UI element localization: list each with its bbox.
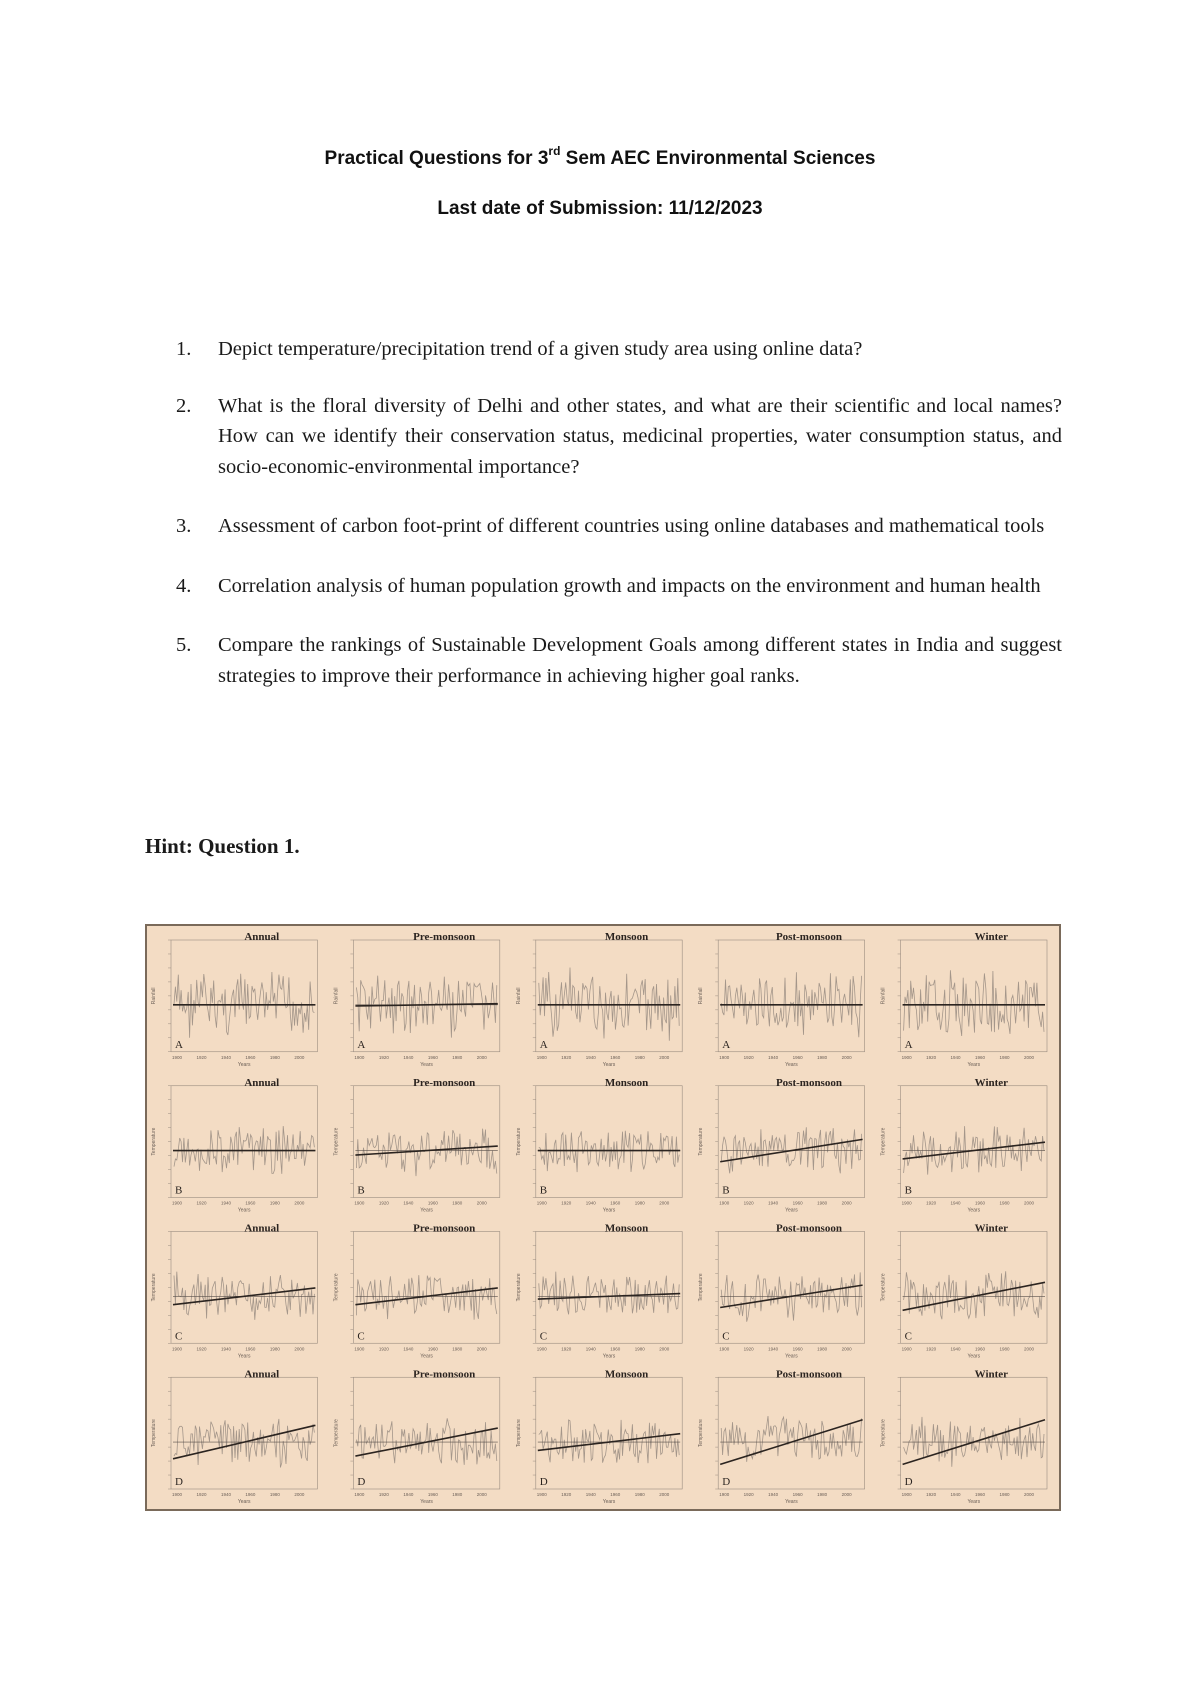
x-tick-label: 1960: [427, 1054, 438, 1060]
x-axis-label: Years: [602, 1353, 616, 1360]
x-tick-label: 1920: [926, 1200, 937, 1206]
x-axis-label: Years: [785, 1207, 798, 1214]
x-tick-label: 1960: [610, 1346, 621, 1352]
panel-season-label: Monsoon: [604, 931, 649, 943]
y-axis-label: Temperature: [333, 1273, 340, 1302]
y-axis-label: Temperature: [151, 1127, 157, 1156]
x-tick-label: 1960: [792, 1054, 803, 1060]
x-tick-label: 1920: [743, 1200, 754, 1206]
x-tick-label: 1900: [354, 1346, 365, 1352]
data-series: [174, 1419, 314, 1468]
x-tick-label: 1960: [245, 1200, 256, 1206]
x-tick-label: 1900: [354, 1054, 365, 1060]
x-axis-label: Years: [420, 1499, 433, 1505]
x-tick-label: 1980: [817, 1200, 828, 1206]
document-title: Practical Questions for 3rd Sem AEC Environmental Sciences: [324, 143, 876, 169]
panel-season-label: Post-monsoon: [775, 1076, 842, 1089]
y-axis-label: Temperature: [333, 1419, 340, 1448]
x-tick-label: 1900: [719, 1054, 730, 1060]
x-tick-label: 1960: [427, 1492, 438, 1497]
x-tick-label: 2000: [476, 1054, 487, 1060]
x-tick-label: 2000: [841, 1492, 852, 1497]
x-axis-label: Years: [602, 1499, 616, 1505]
panel-frame: [353, 940, 499, 1052]
x-tick-label: 2000: [294, 1200, 305, 1206]
x-tick-label: 1920: [378, 1200, 389, 1206]
x-tick-label: 1900: [171, 1492, 183, 1497]
y-axis-label: Temperature: [151, 1419, 157, 1448]
x-tick-label: 1900: [536, 1492, 547, 1497]
x-tick-label: 1960: [610, 1492, 621, 1497]
panel-season-label: Annual: [244, 931, 280, 943]
panel-season-label: Post-monsoon: [775, 931, 842, 943]
y-axis-label: Temperature: [515, 1273, 522, 1302]
panel-row-letter: C: [904, 1330, 912, 1343]
y-axis-label: Temperature: [151, 1273, 157, 1302]
x-tick-label: 1960: [975, 1492, 986, 1497]
y-axis-label: Temperature: [515, 1127, 522, 1156]
panel-season-label: Annual: [244, 1368, 280, 1381]
data-series: [721, 1416, 861, 1462]
x-axis-label: Years: [967, 1207, 981, 1214]
x-tick-label: 1900: [536, 1200, 547, 1206]
panel-season-label: Monsoon: [604, 1222, 649, 1235]
x-tick-label: 1960: [610, 1200, 621, 1206]
x-tick-label: 1920: [561, 1200, 572, 1206]
hint-heading: Hint: Question 1.: [145, 834, 300, 858]
x-tick-label: 1940: [220, 1200, 231, 1206]
x-tick-label: 2000: [476, 1200, 487, 1206]
x-tick-label: 1920: [926, 1346, 937, 1352]
x-tick-label: 1980: [634, 1492, 645, 1497]
data-series: [539, 1131, 679, 1172]
panel-row-letter: A: [175, 1038, 183, 1051]
panel-row-letter: B: [539, 1184, 548, 1197]
panel-row-letter: A: [904, 1038, 913, 1051]
panel-row-letter: C: [175, 1330, 183, 1343]
x-tick-label: 1940: [403, 1200, 414, 1206]
x-tick-label: 1980: [817, 1054, 828, 1060]
trend-panels-grid: [147, 926, 1059, 1509]
x-tick-label: 1900: [901, 1492, 912, 1497]
x-tick-label: 1940: [220, 1492, 231, 1497]
panel-season-label: Pre-monsoon: [413, 931, 476, 943]
x-tick-label: 1960: [427, 1346, 438, 1352]
x-tick-label: 1980: [269, 1346, 280, 1352]
x-tick-label: 1940: [950, 1492, 961, 1497]
x-tick-label: 1900: [171, 1346, 183, 1352]
x-tick-label: 1940: [220, 1054, 231, 1060]
x-tick-label: 1980: [999, 1200, 1010, 1206]
x-tick-label: 1940: [950, 1346, 961, 1352]
data-series: [356, 976, 496, 1038]
panel-frame: [901, 1232, 1047, 1344]
x-tick-label: 1920: [743, 1054, 754, 1060]
x-tick-label: 1980: [269, 1054, 280, 1060]
x-tick-label: 1900: [536, 1054, 547, 1060]
x-tick-label: 1980: [452, 1054, 463, 1060]
list-item: 2. What is the floral diversity of Delhi and other states, and what are their scientific and local names? How can we identify their conservation status, medicinal properties, water consumption status, and socio-economic-environmental importance?: [176, 394, 1062, 478]
panel-frame: [536, 940, 682, 1052]
panel-row-letter: D: [722, 1476, 731, 1488]
x-tick-label: 1960: [610, 1054, 621, 1060]
panel-row-letter: A: [722, 1038, 731, 1051]
x-tick-label: 1920: [196, 1054, 207, 1060]
panel-frame: [171, 1086, 317, 1198]
x-tick-label: 2000: [294, 1346, 305, 1352]
x-tick-label: 1900: [901, 1054, 912, 1060]
y-axis-label: Rainfall: [333, 987, 340, 1005]
panel-row-letter: B: [904, 1184, 912, 1197]
y-axis-label: Rainfall: [698, 987, 705, 1005]
x-tick-label: 1920: [561, 1346, 572, 1352]
x-tick-label: 2000: [841, 1200, 852, 1206]
x-tick-label: 1980: [999, 1346, 1010, 1352]
x-axis-label: Years: [237, 1061, 251, 1068]
x-tick-label: 1920: [378, 1054, 389, 1060]
x-axis-label: Years: [420, 1061, 433, 1068]
panel-row-letter: C: [722, 1330, 730, 1343]
x-tick-label: 1900: [171, 1054, 183, 1060]
x-tick-label: 1920: [196, 1492, 207, 1497]
y-axis-label: Temperature: [880, 1273, 887, 1302]
panel-row-letter: B: [357, 1184, 365, 1197]
x-tick-label: 1980: [999, 1054, 1010, 1060]
x-axis-label: Years: [967, 1061, 981, 1068]
x-tick-label: 1920: [196, 1346, 207, 1352]
x-tick-label: 1920: [378, 1346, 389, 1352]
x-tick-label: 1960: [792, 1492, 803, 1497]
x-tick-label: 1980: [452, 1492, 463, 1497]
panel-season-label: Pre-monsoon: [413, 1222, 476, 1235]
panel-season-label: Post-monsoon: [775, 1222, 842, 1235]
panel-row-letter: C: [539, 1330, 548, 1343]
x-tick-label: 1980: [269, 1492, 280, 1497]
panel-frame: [536, 1232, 682, 1344]
x-tick-label: 2000: [659, 1492, 670, 1497]
x-tick-label: 1960: [792, 1346, 803, 1352]
data-series: [539, 1272, 679, 1315]
x-tick-label: 1960: [975, 1346, 986, 1352]
x-tick-label: 1960: [792, 1200, 803, 1206]
x-tick-label: 2000: [841, 1346, 852, 1352]
panel-row-letter: D: [357, 1476, 366, 1488]
panel-row-letter: B: [175, 1184, 183, 1197]
submission-deadline: Last date of Submission: 11/12/2023: [437, 198, 763, 219]
x-tick-label: 1920: [926, 1492, 937, 1497]
x-tick-label: 1960: [245, 1054, 256, 1060]
panel-season-label: Winter: [974, 931, 1009, 943]
x-tick-label: 1940: [585, 1492, 596, 1497]
y-axis-label: Temperature: [880, 1127, 887, 1156]
list-item: 1. Depict temperature/precipitation trend of a given study area using online data?: [176, 338, 863, 360]
x-tick-label: 1900: [719, 1200, 730, 1206]
x-axis-label: Years: [602, 1207, 616, 1214]
y-axis-label: Rainfall: [880, 987, 887, 1005]
x-tick-label: 2000: [659, 1346, 670, 1352]
x-tick-label: 2000: [294, 1054, 305, 1060]
x-axis-label: Years: [785, 1353, 798, 1360]
x-tick-label: 1980: [634, 1200, 645, 1206]
y-axis-label: Temperature: [698, 1419, 705, 1448]
panel-season-label: Winter: [974, 1076, 1009, 1089]
x-tick-label: 1900: [171, 1200, 183, 1206]
y-axis-label: Temperature: [880, 1419, 887, 1448]
x-tick-label: 1960: [975, 1200, 986, 1206]
x-tick-label: 1940: [768, 1200, 779, 1206]
x-tick-label: 1980: [634, 1346, 645, 1352]
panel-row-letter: D: [539, 1476, 548, 1488]
x-tick-label: 1980: [634, 1054, 645, 1060]
x-tick-label: 2000: [1023, 1200, 1035, 1206]
trend-line: [355, 1004, 497, 1006]
panel-row-letter: B: [722, 1184, 730, 1197]
x-axis-label: Years: [237, 1207, 251, 1214]
panel-row-letter: D: [904, 1476, 913, 1488]
y-axis-label: Rainfall: [515, 987, 522, 1005]
panel-row-letter: D: [175, 1476, 183, 1488]
panel-row-letter: C: [357, 1330, 365, 1343]
data-series: [356, 1275, 496, 1320]
x-tick-label: 1940: [950, 1054, 961, 1060]
x-tick-label: 1960: [427, 1200, 438, 1206]
x-tick-label: 1980: [817, 1346, 828, 1352]
x-tick-label: 1940: [403, 1492, 414, 1497]
x-tick-label: 2000: [841, 1054, 852, 1060]
x-tick-label: 1920: [196, 1200, 207, 1206]
x-tick-label: 1980: [452, 1200, 463, 1206]
x-tick-label: 1900: [719, 1346, 730, 1352]
x-tick-label: 1900: [354, 1492, 365, 1497]
x-tick-label: 2000: [1023, 1492, 1035, 1497]
panel-season-label: Winter: [974, 1222, 1009, 1235]
x-tick-label: 2000: [659, 1200, 670, 1206]
x-tick-label: 1940: [585, 1054, 596, 1060]
x-tick-label: 1940: [403, 1346, 414, 1352]
x-tick-label: 1900: [536, 1346, 547, 1352]
x-tick-label: 1940: [403, 1054, 414, 1060]
panel-season-label: Pre-monsoon: [413, 1368, 476, 1381]
x-axis-label: Years: [237, 1499, 251, 1505]
panel-frame: [171, 1377, 317, 1489]
x-tick-label: 1900: [901, 1346, 912, 1352]
data-series: [904, 970, 1044, 1036]
x-tick-label: 1980: [817, 1492, 828, 1497]
y-axis-label: Temperature: [515, 1419, 522, 1448]
x-tick-label: 1920: [561, 1492, 572, 1497]
x-tick-label: 2000: [476, 1492, 487, 1497]
x-axis-label: Years: [785, 1061, 798, 1068]
panel-season-label: Monsoon: [604, 1076, 649, 1089]
panel-row-letter: A: [357, 1038, 366, 1051]
x-tick-label: 1920: [743, 1492, 754, 1497]
panel-season-label: Pre-monsoon: [413, 1076, 476, 1089]
panel-season-label: Monsoon: [604, 1368, 649, 1381]
x-tick-label: 1900: [719, 1492, 730, 1497]
x-axis-label: Years: [420, 1353, 433, 1360]
x-tick-label: 1940: [768, 1492, 779, 1497]
x-tick-label: 1940: [768, 1054, 779, 1060]
x-axis-label: Years: [237, 1353, 251, 1360]
climate-trend-figure: [145, 924, 1061, 1511]
list-item: 5. Compare the rankings of Sustainable Development Goals among different states in India and suggest strategies to improve their performance in achieving higher goal ranks.: [176, 634, 1062, 687]
x-axis-label: Years: [967, 1353, 981, 1360]
data-series: [904, 1271, 1044, 1319]
panel-row-letter: A: [539, 1038, 548, 1051]
x-tick-label: 1900: [901, 1200, 912, 1206]
list-item: 4. Correlation analysis of human population growth and impacts on the environment and human health: [176, 574, 1041, 597]
x-tick-label: 2000: [1023, 1346, 1035, 1352]
panel-season-label: Annual: [244, 1222, 280, 1235]
x-tick-label: 1980: [269, 1200, 280, 1206]
list-item: 3. Assessment of carbon foot-print of different countries using online databases and mathematical tools: [176, 515, 1045, 537]
y-axis-label: Temperature: [698, 1273, 705, 1302]
x-tick-label: 1960: [975, 1054, 986, 1060]
x-tick-label: 1940: [220, 1346, 231, 1352]
x-tick-label: 2000: [1023, 1054, 1035, 1060]
x-tick-label: 2000: [476, 1346, 487, 1352]
x-axis-label: Years: [602, 1061, 616, 1068]
x-tick-label: 1940: [585, 1346, 596, 1352]
data-series: [356, 1129, 496, 1176]
panel-season-label: Winter: [974, 1368, 1009, 1381]
x-axis-label: Years: [967, 1499, 981, 1505]
y-axis-label: Rainfall: [151, 987, 157, 1005]
y-axis-label: Temperature: [698, 1127, 705, 1156]
question-list: [176, 334, 1062, 691]
x-tick-label: 1920: [926, 1054, 937, 1060]
x-tick-label: 1940: [768, 1346, 779, 1352]
panel-season-label: Annual: [244, 1076, 280, 1089]
y-axis-label: Temperature: [333, 1127, 340, 1156]
x-tick-label: 1900: [354, 1200, 365, 1206]
x-tick-label: 1940: [585, 1200, 596, 1206]
x-tick-label: 1960: [245, 1492, 256, 1497]
x-tick-label: 2000: [294, 1492, 305, 1497]
x-axis-label: Years: [420, 1207, 433, 1214]
x-tick-label: 1920: [378, 1492, 389, 1497]
x-tick-label: 1940: [950, 1200, 961, 1206]
panel-season-label: Post-monsoon: [775, 1368, 842, 1381]
x-tick-label: 1980: [999, 1492, 1010, 1497]
x-tick-label: 2000: [659, 1054, 670, 1060]
x-tick-label: 1920: [743, 1346, 754, 1352]
x-tick-label: 1920: [561, 1054, 572, 1060]
x-tick-label: 1980: [452, 1346, 463, 1352]
x-tick-label: 1960: [245, 1346, 256, 1352]
x-axis-label: Years: [785, 1499, 798, 1505]
